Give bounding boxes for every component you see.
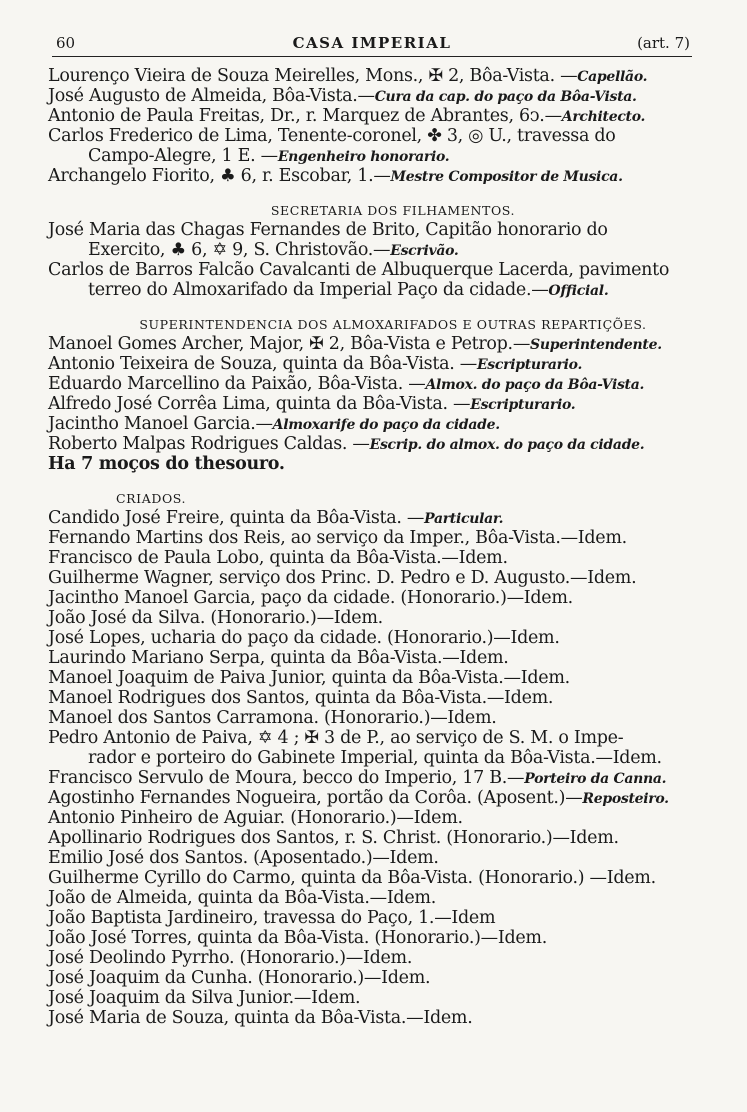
text-line bbox=[48, 868, 698, 888]
text-line bbox=[48, 588, 698, 608]
entry-text: Laurindo Mariano Serpa, quinta da Bôa-Vista.—Idem. bbox=[48, 648, 509, 668]
entry-text: José Deolindo Pyrrho. (Honorario.)—Idem. bbox=[48, 948, 413, 968]
entry-text: Carlos Frederico de Lima, Tenente-coronel, ✤ 3, ◎ U., travessa do bbox=[48, 126, 616, 146]
role-title: Engenheiro honorario. bbox=[277, 149, 450, 165]
role-title: Architecto. bbox=[561, 109, 646, 125]
text-line bbox=[48, 240, 698, 260]
entry-text: João José da Silva. (Honorario.)—Idem. bbox=[48, 608, 383, 628]
text-line bbox=[48, 454, 698, 474]
text-line bbox=[48, 668, 698, 688]
text-line bbox=[48, 648, 698, 668]
entry-text: Apollinario Rodrigues dos Santos, r. S. Christ. (Honorario.)—Idem. bbox=[48, 828, 619, 848]
entry-text: Ha 7 moços do thesouro. bbox=[48, 454, 285, 474]
role-title: Official. bbox=[548, 283, 609, 299]
text-line bbox=[48, 66, 698, 86]
role-title: Cura da cap. do paço da Bôa-Vista. bbox=[374, 89, 637, 105]
entry-text: Exercito, ♣ 6, ✡ 9, S. Christovão.— bbox=[88, 240, 391, 260]
entry-text: Emilio José dos Santos. (Aposentado.)—Idem. bbox=[48, 848, 439, 868]
entry-text: Guilherme Wagner, serviço dos Princ. D. Pedro e D. Augusto.—Idem. bbox=[48, 568, 637, 588]
entry-text: Francisco Servulo de Moura, becco do Imperio, 17 B.— bbox=[48, 768, 525, 788]
entry-text: José Lopes, ucharia do paço da cidade. (Honorario.)—Idem. bbox=[48, 628, 560, 648]
entry-text: Fernando Martins dos Reis, ao serviço da Imper., Bôa-Vista.—Idem. bbox=[48, 528, 627, 548]
page-header bbox=[52, 30, 692, 57]
article-reference: (art. 7) bbox=[637, 34, 690, 52]
text-line bbox=[48, 728, 698, 748]
text-line bbox=[48, 808, 698, 828]
role-title: Almox. do paço da Bôa-Vista. bbox=[425, 377, 645, 393]
text-line bbox=[48, 688, 698, 708]
entry-text: Manoel Gomes Archer, Major, ✠ 2, Bôa-Vista e Petrop.— bbox=[48, 334, 531, 354]
entry-text: José Maria de Souza, quinta da Bôa-Vista.—Idem. bbox=[48, 1008, 473, 1028]
text-line bbox=[48, 948, 698, 968]
entry-text: Antonio Pinheiro de Aguiar. (Honorario.)—Idem. bbox=[48, 808, 463, 828]
role-title: Escripturario. bbox=[476, 357, 583, 373]
entry-text: José Augusto de Almeida, Bôa-Vista.— bbox=[48, 86, 375, 106]
entry-text: Guilherme Cyrillo do Carmo, quinta da Bôa-Vista. (Honorario.) —Idem. bbox=[48, 868, 656, 888]
text-line bbox=[48, 968, 698, 988]
entry-text: Francisco de Paula Lobo, quinta da Bôa-Vista.—Idem. bbox=[48, 548, 508, 568]
text-line bbox=[48, 848, 698, 868]
entry-text: Antonio Teixeira de Souza, quinta da Bôa-Vista. — bbox=[48, 354, 477, 374]
text-line bbox=[48, 220, 698, 240]
entry-text: José Joaquim da Cunha. (Honorario.)—Idem. bbox=[48, 968, 431, 988]
text-line bbox=[48, 708, 698, 728]
role-title: Almoxarife do paço da cidade. bbox=[272, 417, 500, 433]
text-line bbox=[48, 166, 698, 186]
text-line bbox=[48, 768, 698, 788]
entry-text: Campo-Alegre, 1 E. — bbox=[88, 146, 278, 166]
text-line bbox=[48, 146, 698, 166]
text-line bbox=[48, 748, 698, 768]
entry-text: rador e porteiro do Gabinete Imperial, quinta da Bôa-Vista.—Idem. bbox=[88, 748, 662, 768]
text-line bbox=[48, 568, 698, 588]
role-title: Escripturario. bbox=[470, 397, 576, 413]
entry-text: Manoel Joaquim de Paiva Junior, quinta da Bôa-Vista.—Idem. bbox=[48, 668, 570, 688]
role-title: Porteiro da Canna. bbox=[524, 771, 667, 787]
text-line bbox=[48, 908, 698, 928]
role-title: Reposteiro. bbox=[582, 791, 669, 807]
entry-text: Antonio de Paula Freitas, Dr., r. Marquez de Abrantes, 6ↄ.— bbox=[48, 106, 562, 126]
section-heading: SUPERINTENDENCIA DOS ALMOXARIFADOS E OUTRAS REPARTIÇÕES. bbox=[139, 317, 647, 332]
entry-text: Candido José Freire, quinta da Bôa-Vista. — bbox=[48, 508, 425, 528]
text-line bbox=[48, 414, 698, 434]
text-line bbox=[48, 608, 698, 628]
text-line bbox=[48, 548, 698, 568]
entry-text: Pedro Antonio de Paiva, ✡ 4 ; ✠ 3 de P., ao serviço de S. M. o Impe- bbox=[48, 728, 624, 748]
text-line bbox=[48, 260, 698, 280]
role-title: Escrip. do almox. do paço da cidade. bbox=[369, 437, 645, 453]
role-title: Mestre Compositor de Musica. bbox=[390, 169, 623, 185]
entry-text: Manoel Rodrigues dos Santos, quinta da Bôa-Vista.—Idem. bbox=[48, 688, 554, 708]
entry-text: João Baptista Jardineiro, travessa do Paço, 1.—Idem bbox=[48, 908, 496, 928]
entry-text: Eduardo Marcellino da Paixão, Bôa-Vista. — bbox=[48, 374, 426, 394]
entry-text: Alfredo José Corrêa Lima, quinta da Bôa-Vista. — bbox=[48, 394, 471, 414]
section-heading: CRIADOS. bbox=[116, 491, 187, 506]
entry-text: Manoel dos Santos Carramona. (Honorario.)—Idem. bbox=[48, 708, 497, 728]
text-line bbox=[48, 528, 698, 548]
text-line bbox=[48, 628, 698, 648]
entry-text: João José Torres, quinta da Bôa-Vista. (Honorario.)—Idem. bbox=[48, 928, 547, 948]
text-line bbox=[48, 354, 698, 374]
text-line bbox=[48, 394, 698, 414]
role-title: Superintendente. bbox=[530, 337, 662, 353]
entry-text: Archangelo Fiorito, ♣ 6, r. Escobar, 1.— bbox=[48, 166, 391, 186]
entry-text: Roberto Malpas Rodrigues Caldas. — bbox=[48, 434, 370, 454]
entry-text: terreo do Almoxarifado da Imperial Paço da cidade.— bbox=[88, 280, 549, 300]
entry-text: Agostinho Fernandes Nogueira, portão da Corôa. (Aposent.)— bbox=[48, 788, 583, 808]
page-body bbox=[48, 66, 698, 1028]
text-line bbox=[48, 374, 698, 394]
role-title: Escrivão. bbox=[390, 243, 459, 259]
entry-text: Jacintho Manoel Garcia, paço da cidade. (Honorario.)—Idem. bbox=[48, 588, 573, 608]
role-title: Capellão. bbox=[577, 69, 648, 85]
entry-text: José Joaquim da Silva Junior.—Idem. bbox=[48, 988, 361, 1008]
text-line bbox=[48, 126, 698, 146]
text-line bbox=[48, 434, 698, 454]
text-line bbox=[48, 280, 698, 300]
text-line bbox=[48, 788, 698, 808]
text-line bbox=[48, 86, 698, 106]
entry-text: João de Almeida, quinta da Bôa-Vista.—Idem. bbox=[48, 888, 436, 908]
text-line bbox=[48, 1008, 698, 1028]
page-number: 60 bbox=[56, 34, 76, 52]
running-title: CASA IMPERIAL bbox=[292, 34, 452, 52]
text-line bbox=[48, 334, 698, 354]
text-line bbox=[48, 928, 698, 948]
text-line bbox=[48, 988, 698, 1008]
text-line bbox=[48, 828, 698, 848]
text-line bbox=[48, 888, 698, 908]
entry-text: Carlos de Barros Falcão Cavalcanti de Albuquerque Lacerda, pavimento bbox=[48, 260, 670, 280]
entry-text: Jacintho Manoel Garcia.— bbox=[48, 414, 273, 434]
text-line bbox=[48, 106, 698, 126]
text-line bbox=[48, 508, 698, 528]
entry-text: Lourenço Vieira de Souza Meirelles, Mons., ✠ 2, Bôa-Vista. — bbox=[48, 66, 578, 86]
role-title: Particular. bbox=[424, 511, 504, 527]
entry-text: José Maria das Chagas Fernandes de Brito, Capitão honorario do bbox=[48, 220, 608, 240]
section-heading: SECRETARIA DOS FILHAMENTOS. bbox=[270, 203, 516, 218]
